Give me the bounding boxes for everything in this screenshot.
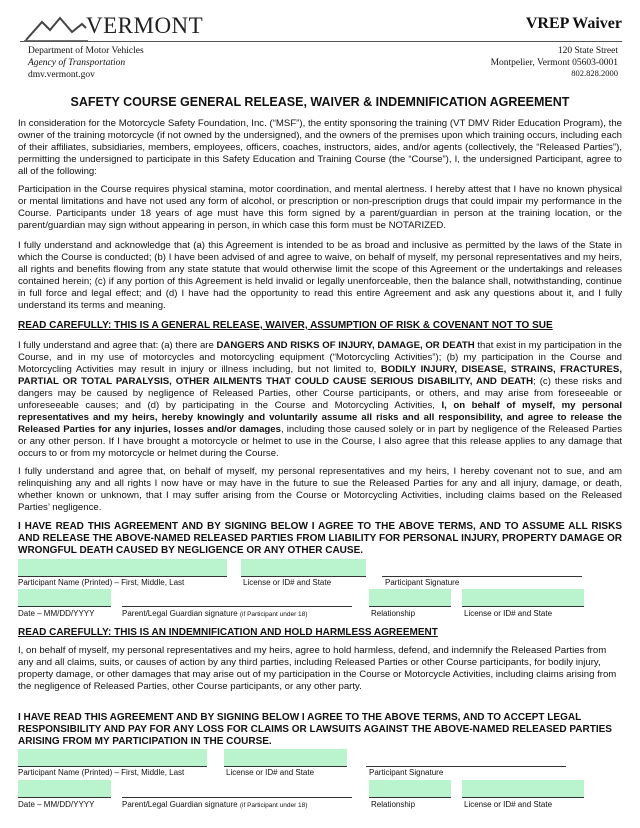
label-guardian-license: License or ID# and State	[464, 609, 553, 618]
guardian-signature-line-2[interactable]	[122, 797, 352, 798]
header-divider	[20, 41, 622, 42]
guardian-signature-line[interactable]	[122, 606, 352, 607]
relationship-line	[369, 606, 451, 607]
guardian-license-field[interactable]	[462, 589, 584, 606]
license-state-line-2	[224, 766, 347, 767]
license-state-field-2[interactable]	[224, 749, 347, 766]
address-line1: 120 State Street	[557, 46, 618, 56]
document-title: SAFETY COURSE GENERAL RELEASE, WAIVER & INDEMNIFICATION AGREEMENT	[70, 95, 570, 109]
label-participant-name-2: Participant Name (Printed) – First, Middle, Last	[18, 768, 185, 777]
address-line2: Montpelier, Vermont 05603-0001	[490, 58, 618, 68]
form-title: VREP Waiver	[525, 15, 622, 32]
paragraph-consideration: In consideration for the Motorcycle Safety Foundation, Inc. (“MSF”), the entity sponsoring the training (VT DMV Rider Education Program), the owner of the training motorcycle (if not owned by the undersigned), and the owners of the premises upon which training occurs, including each of their affiliates, subsidiaries, members, employees, officers, coaches, instructors, aides, and/or agents (collectively, the “Released Parties”), permitting the undersigned to participate in this Safety Education and Training Course (the “Course”), I, the undersigned Participant, agree to all of the following:	[18, 118, 622, 177]
label-participant-signature: Participant Signature	[385, 578, 460, 587]
label-relationship: Relationship	[371, 609, 416, 618]
license-state-field[interactable]	[241, 559, 366, 576]
license-state-line	[241, 576, 366, 577]
label-date-2: Date – MM/DD/YYYY	[18, 800, 95, 809]
paragraph-risks: I fully understand and agree that: (a) there are DANGERS AND RISKS OF INJURY, DAMAGE, OR DEATH that exist in my participation in the Course, and in my use of motorcycles and motorcycling equipment (“Motorcycling Activities”); (b) my participation in the Course and Motorcycling Activities may result in injury or illness including, but not limited to, BODILY INJURY, DISEASE, STRAINS, FRACTURES, PARTIAL OR TOTAL PARALYSIS, OTHER AILMENTS THAT COULD CAUSE SERIOUS DISABILITY, AND DEATH; (c) these risks and dangers may be caused by negligence of Released Parties, other Course participants, or others, and may arise from foreseeable or unforeseeable causes; and (d) by participating in the Course and Motorcycling Activities, I, on behalf of myself, my personal representatives and my heirs, hereby knowingly and voluntarily assume all risks and all responsibility, and agree to release the Released Parties for any injuries, losses and/or damages, including those caused solely or in part by negligence of the Released Parties or any other person. If I have brought a motorcycle or helmet to use in the Course, I also agree that this release applies to any damage that occurs to or from my motorcycle or helmet during the Course.	[18, 340, 622, 459]
guardian-license-line-2	[462, 797, 584, 798]
participant-name-line-2	[18, 766, 207, 767]
department-name: Department of Motor Vehicles	[28, 46, 144, 56]
logo-text: VERMONT	[86, 13, 204, 38]
label-date: Date – MM/DD/YYYY	[18, 609, 95, 618]
phone-number: 802.828.2000	[571, 68, 618, 78]
relationship-field[interactable]	[369, 589, 451, 606]
agency-name: Agency of Transportation	[28, 58, 126, 68]
date-line-2	[18, 797, 111, 798]
label-guardian-signature-2: Parent/Legal Guardian signature (if Participant under 18)	[122, 800, 308, 809]
label-guardian-signature: Parent/Legal Guardian signature (if Participant under 18)	[122, 609, 308, 618]
participant-name-field-2[interactable]	[18, 749, 207, 766]
relationship-line-2	[369, 797, 451, 798]
label-relationship-2: Relationship	[371, 800, 416, 809]
label-participant-name: Participant Name (Printed) – First, Middle, Last	[18, 578, 185, 587]
paragraph-indemnification: I, on behalf of myself, my personal representatives and my heirs, agree to hold harmless, defend, and indemnify the Released Parties from any and all claims, suits, or causes of action by any third parties, including Released Parties or other Course participants, for bodily injury, property damage, or other damages that may arise out of my participation in the Course or Motorcycle Activities, including claims arising from the negligence of Released Parties, other Course participants, or any other party.	[18, 645, 617, 692]
label-license-state: License or ID# and State	[243, 578, 332, 587]
agreement-statement-release: I HAVE READ THIS AGREEMENT AND BY SIGNING BELOW I AGREE TO THE ABOVE TERMS, AND TO ASSUME ALL RISKS AND RELEASE THE ABOVE-NAMED RELEASED PARTIES FROM LIABILITY FOR PERSONAL INJURY, PROPERTY DAMAGE OR WRONGFUL DEATH CAUSED BY NEGLIGENCE OR ANY OTHER CAUSE.	[18, 521, 622, 556]
heading-indemnification: READ CAREFULLY: THIS IS AN INDEMNIFICATION AND HOLD HARMLESS AGREEMENT	[18, 627, 438, 638]
participant-name-field[interactable]	[18, 559, 227, 576]
date-field-2[interactable]	[18, 780, 111, 797]
label-guardian-license-2: License or ID# and State	[464, 800, 553, 809]
heading-general-release: READ CAREFULLY: THIS IS A GENERAL RELEASE, WAIVER, ASSUMPTION OF RISK & COVENANT NOT TO SUE	[18, 320, 553, 331]
agreement-statement-indemnification: I HAVE READ THIS AGREEMENT AND BY SIGNING BELOW I AGREE TO THE ABOVE TERMS, AND TO ACCEPT LEGAL RESPONSIBILITY AND PAY FOR ANY LOSS FOR CLAIMS OR LAWSUITS AGAINST THE ABOVE-NAMED RELEASED PARTIES ARISING FROM MY PARTICIPATION IN THE COURSE.	[18, 712, 612, 747]
paragraph-participation: Participation in the Course requires physical stamina, motor coordination, and mental alertness. I hereby attest that I have no known physical or mental limitations and have not used any form of alcohol, or prescription or non-prescription drugs that could impair my performance in the Course. Participants under 18 years of age must have this form signed by a parent/guardian in person at the training location, or the parent/guardian may sign without appearing in person, in which case this form must be NOTARIZED.	[18, 184, 622, 231]
relationship-field-2[interactable]	[369, 780, 451, 797]
website: dmv.vermont.gov	[28, 70, 95, 80]
label-participant-signature-2: Participant Signature	[369, 768, 444, 777]
label-license-state-2: License or ID# and State	[226, 768, 315, 777]
paragraph-acknowledgement: I fully understand and acknowledge that (a) this Agreement is intended to be as broad and inclusive as permitted by the laws of the State in which the Course is conducted; (b) I have been advised of and agree to waive, on behalf of myself, my personal representatives and my heirs, all rights and benefits flowing from any state statute that would otherwise limit the scope of this Agreement or the undertakings and releases contained herein; (c) if any portion of this Agreement is held invalid or legally unenforceable, then the balance shall, notwithstanding, continue in full force and legal effect; and (d) I have had the opportunity to read this entire Agreement and ask any questions about it, and I fully understand its terms and meaning.	[18, 240, 622, 311]
participant-signature-line[interactable]	[382, 576, 582, 577]
participant-name-line	[18, 576, 227, 577]
date-field[interactable]	[18, 589, 111, 606]
guardian-license-field-2[interactable]	[462, 780, 584, 797]
participant-signature-line-2[interactable]	[366, 766, 566, 767]
guardian-license-line	[462, 606, 584, 607]
paragraph-covenant: I fully understand and agree that, on behalf of myself, my personal representatives and my heirs, I hereby covenant not to sue, and am relinquishing any and all rights I now have or may have in the future to sue the Released Parties for any and all injury, damage, or death, whether known or unknown, that I may suffer arising from the Course or Motorcycling Activities, including claims based on the Released Parties’ negligence.	[18, 466, 622, 513]
date-line	[18, 606, 111, 607]
